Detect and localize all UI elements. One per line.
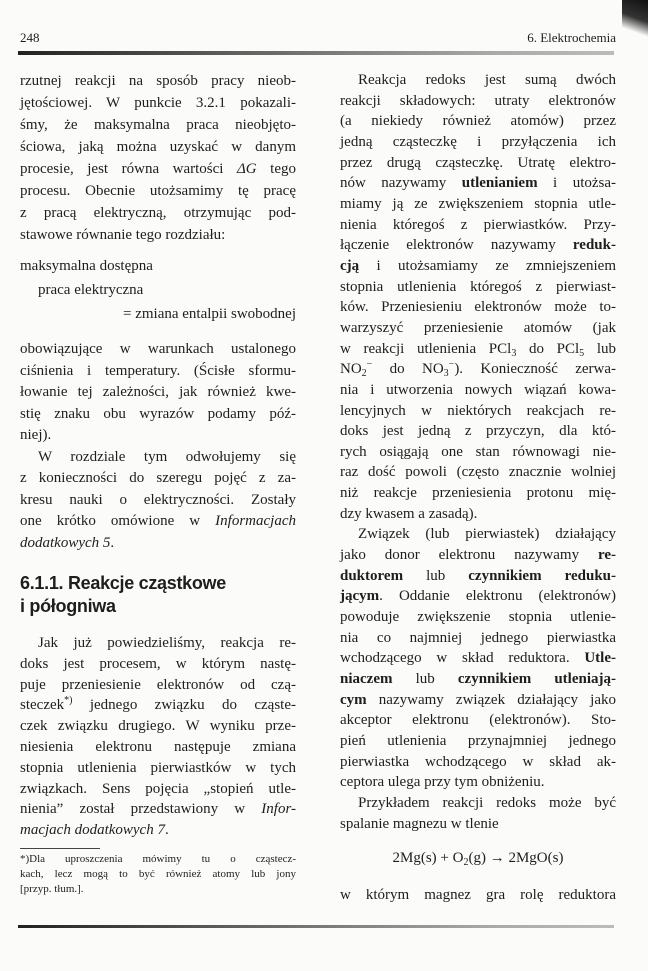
- text-line: [20, 533, 296, 555]
- text-run: puje przeniesienie elektronów od czą-: [20, 676, 296, 693]
- text-run: re-: [597, 547, 616, 564]
- text-run: . Oddanie elektronu (elektronów): [379, 588, 616, 605]
- text-line: [20, 70, 296, 92]
- text-run: nów nazywamy: [340, 175, 462, 192]
- text-line: [20, 511, 296, 533]
- text-line: [340, 731, 616, 752]
- right-column-text: [340, 70, 616, 834]
- text-run: *): [64, 695, 73, 707]
- text-run: raz dość powoli (często znacznie wolniej: [340, 464, 616, 481]
- text-run: stię znaku obu wyrazów podamy póź-: [20, 405, 296, 422]
- text-run: pierwiastka wchodzącego w skład ak-: [340, 753, 616, 770]
- text-run: 3: [443, 368, 449, 380]
- text-run: łączenie elektronów nazywamy: [340, 237, 573, 254]
- text-run: jętościowej. W punkcie 3.2.1 pokazali-: [20, 95, 296, 111]
- text-line: [20, 224, 296, 246]
- text-run: w którym magnez gra rolę reduktora: [340, 887, 616, 903]
- running-head: 6. Elektrochemia: [527, 30, 616, 45]
- text-run: nienia” został przedstawiony w: [20, 801, 262, 818]
- text-run: .: [164, 822, 169, 839]
- text-run: 3: [511, 347, 517, 359]
- text-line: [20, 92, 296, 114]
- text-run: −: [448, 359, 455, 371]
- text-run: macjach dodatkowych 7: [20, 822, 165, 839]
- text-line: [20, 136, 296, 158]
- text-line: [340, 524, 616, 545]
- text-line: [340, 421, 616, 442]
- text-run: dzy kwasem a zasadą).: [340, 505, 478, 522]
- text-line: [20, 695, 296, 716]
- text-run: utlenianiem: [461, 175, 538, 192]
- footer-rule: [18, 925, 614, 928]
- text-run: reakcji składowych: utraty elektronów: [340, 92, 616, 109]
- text-run: do NO: [372, 361, 444, 378]
- text-run: rzutnej reakcji na sposób pracy nieob-: [20, 73, 296, 89]
- text-line: [20, 675, 296, 696]
- text-run: z konieczności do szeregu pojęć z za-: [20, 470, 296, 486]
- text-line: [340, 215, 616, 236]
- text-run: w reakcji utlenienia PCl: [340, 340, 512, 357]
- text-run: do PCl: [516, 340, 580, 357]
- text-line: [20, 158, 296, 180]
- text-run: kresu nauki o elektryczności. Zostały: [20, 491, 296, 508]
- text-run: z pracą elektryczną, otrzymując pod-: [20, 205, 296, 221]
- text-line: [340, 607, 616, 628]
- text-line: [340, 401, 616, 422]
- word-equation: [20, 254, 296, 326]
- text-line: [340, 380, 616, 401]
- text-line: [20, 404, 296, 426]
- text-run: lencyjnych w niektórych reakcjach re-: [340, 402, 616, 419]
- text-line: [20, 633, 296, 654]
- text-run: jednego związku do cząste-: [72, 697, 296, 714]
- text-run: cym: [340, 691, 367, 708]
- text-line: [340, 359, 616, 380]
- text-run: doks jest jedną z przyczyn, dla któ-: [340, 423, 616, 440]
- text-run: cją: [340, 257, 360, 274]
- text-run: jedną cząsteczkę i przyłączenia ich: [340, 133, 616, 150]
- text-run: reduk-: [572, 237, 616, 254]
- text-line: [340, 173, 616, 194]
- text-run: 2: [361, 368, 367, 380]
- text-run: maksymalna dostępna: [20, 258, 153, 274]
- text-line: [20, 820, 296, 841]
- text-run: wchodzącego w skład reduktora.: [340, 650, 585, 667]
- text-line: [340, 814, 616, 835]
- paragraph-3: [20, 633, 296, 841]
- text-run: nia co najmniej jednego pierwiastka: [340, 629, 616, 646]
- text-run: (g) → 2MgO(s): [468, 850, 564, 866]
- text-line: [340, 256, 616, 277]
- text-line: [20, 779, 296, 800]
- text-run: 2: [463, 857, 469, 868]
- text-run: ceptora ulega przy tym obniżeniu.: [340, 774, 545, 791]
- text-run: doks jest procesem, w którym nastę-: [20, 655, 296, 672]
- text-line: [340, 277, 616, 298]
- scan-shadow: [622, 0, 648, 40]
- text-line: [340, 297, 616, 318]
- text-run: jącym: [340, 588, 380, 605]
- text-run: związkach. Sens pojęcia „stopień utle-: [20, 780, 296, 797]
- footnote-rule: [20, 848, 100, 849]
- text-run: i utożsa-: [537, 175, 617, 192]
- text-line: [340, 194, 616, 215]
- section-title: Reakcje cząstkowe: [67, 573, 226, 593]
- text-line: [340, 690, 616, 711]
- text-run: 2Mg(s) + O: [392, 850, 464, 866]
- text-line: [20, 425, 296, 447]
- text-run: powoduje zwiększenie stopnia utlenie-: [340, 609, 616, 626]
- text-run: lub: [584, 340, 617, 357]
- text-run: W rozdziale tym odwołujemy się: [38, 448, 296, 465]
- text-line: [340, 710, 616, 731]
- text-line: [340, 752, 616, 773]
- text-run: ΔG: [237, 161, 257, 177]
- paragraph-2: [20, 339, 296, 554]
- text-run: steczek: [20, 697, 65, 714]
- text-line: [340, 91, 616, 112]
- text-run: ściowa, jaką można uzyskać w danym: [20, 139, 296, 155]
- text-run: NO: [340, 361, 362, 378]
- text-line: [340, 586, 616, 607]
- footnote-line: *)Dla uproszczenia mówimy tu o cząstecz-: [20, 853, 296, 865]
- text-run: niesienia elektronu następuje zmiana: [20, 738, 296, 755]
- text-line: [340, 504, 616, 525]
- text-line: [340, 111, 616, 132]
- text-line: [20, 114, 296, 136]
- text-run: praca elektryczna: [38, 282, 144, 298]
- text-run: nazywamy związek działający jako: [366, 691, 616, 708]
- text-run: spalanie magnezu w tlenie: [340, 815, 499, 832]
- text-line: [340, 339, 616, 360]
- text-line: [340, 318, 616, 339]
- text-run: czek związku drugiego. W wyniku prze-: [20, 718, 296, 735]
- text-line: [340, 70, 616, 91]
- text-run: akceptor elektronu (elektronów). Sto-: [340, 712, 616, 729]
- text-run: ciśnienia i temperatury. (Ścisłe sformu-: [20, 362, 296, 379]
- text-run: i utożsamiamy ze zmniejszeniem: [359, 257, 616, 274]
- text-run: dodatkowych 5: [20, 534, 111, 551]
- text-run: nienia któregoś z pierwiastków. Przy-: [340, 216, 616, 233]
- text-line: [340, 545, 616, 566]
- text-line: [340, 793, 616, 814]
- header-rule: [18, 51, 614, 55]
- text-run: stopnia utlenienia pierwiastków w tych: [20, 759, 296, 776]
- text-run: procesu. Obecnie utożsamimy tę pracę: [20, 183, 296, 199]
- footnote-line: kach, lecz mogą to być również atomy lub jony: [20, 868, 296, 880]
- section-title-line2: i półogniwa: [20, 596, 116, 616]
- text-run: czynnikiem utleniają-: [457, 671, 616, 688]
- text-line: [20, 382, 296, 404]
- text-line: [340, 235, 616, 256]
- footnote: [20, 852, 296, 897]
- text-line: [340, 772, 616, 793]
- text-run: (a niekiedy również atomów) przez: [340, 113, 616, 130]
- text-run: jako donor elektronu nazywamy: [340, 547, 598, 564]
- text-run: nia i utworzenia nowych wiązań kowa-: [340, 381, 616, 398]
- text-run: czynnikiem reduku-: [468, 567, 616, 584]
- text-run: duktorem: [340, 567, 404, 584]
- text-line: [20, 361, 296, 383]
- text-run: .: [110, 534, 115, 551]
- text-line: [20, 202, 296, 224]
- text-run: ). Konieczność zerwa-: [454, 361, 617, 378]
- text-line: [20, 490, 296, 512]
- text-run: obowiązujące w warunkach ustalonego: [20, 341, 296, 357]
- text-line: [20, 278, 296, 302]
- text-run: miamy ją ze zwiększeniem stopnia utle-: [340, 195, 616, 212]
- section-number: 6.1.1.: [20, 573, 64, 593]
- text-run: przez drugą cząsteczkę. Utratę elektro-: [340, 154, 616, 171]
- right-column-tail: [340, 885, 616, 906]
- text-run: niej).: [20, 427, 52, 443]
- text-line: [20, 180, 296, 202]
- text-run: one krótko omówione w: [20, 513, 216, 529]
- text-run: lub: [403, 567, 469, 584]
- text-run: lub: [392, 671, 458, 688]
- footnote-line: [przyp. tłum.].: [20, 883, 84, 895]
- text-line: [340, 669, 616, 690]
- text-run: 5: [579, 347, 585, 359]
- text-line: [340, 628, 616, 649]
- text-line: [20, 716, 296, 737]
- page-number: 248: [20, 30, 40, 45]
- text-run: stawowe równanie tego rozdziału:: [20, 227, 226, 243]
- text-run: stopnia utlenienia któregoś z pierwiast-: [340, 278, 616, 295]
- text-run: niaczem: [340, 671, 393, 688]
- text-line: [20, 447, 296, 469]
- paragraph-intro: [20, 70, 296, 246]
- text-line: [340, 153, 616, 174]
- text-run: Przykładem reakcji redoks może być: [358, 794, 616, 811]
- text-line: [20, 737, 296, 758]
- text-run: Utle-: [584, 650, 616, 667]
- section-heading: [20, 572, 226, 618]
- text-line: [340, 462, 616, 483]
- text-line: [20, 654, 296, 675]
- text-run: Infor-: [261, 801, 296, 818]
- text-run: tego: [256, 161, 297, 177]
- text-line: [20, 799, 296, 820]
- text-run: Reakcja redoks jest sumą dwóch: [358, 72, 616, 88]
- text-run: pień utlenienia przynajmniej jednego: [340, 733, 616, 749]
- text-run: procesie, jest równa wartości: [20, 161, 237, 177]
- text-run: rych osiągają one stan równowagi nie-: [340, 443, 616, 460]
- text-line: [340, 566, 616, 587]
- text-line: [340, 442, 616, 463]
- text-line: [20, 339, 296, 361]
- text-run: −: [366, 359, 373, 371]
- text-run: łowanie tej zależności, jak również kwe-: [20, 384, 296, 400]
- text-line: [340, 132, 616, 153]
- text-run: Związek (lub pierwiastek) działający: [358, 526, 616, 543]
- text-run: warzyszyć przeniesienie atomów (jak: [340, 319, 616, 336]
- chemical-equation: [340, 848, 616, 868]
- text-run: niż reakcje przeniesienia protonu mię-: [340, 485, 616, 502]
- text-line: [20, 468, 296, 490]
- text-run: Jak już powiedzieliśmy, reakcja re-: [38, 635, 296, 651]
- text-run: śmy, że maksymalna praca nieobjęto-: [20, 117, 296, 133]
- text-line: [340, 885, 616, 906]
- text-line: [340, 483, 616, 504]
- text-run: = zmiana entalpii swobodnej: [123, 306, 296, 322]
- text-line: [20, 302, 296, 326]
- text-line: [20, 254, 296, 278]
- text-run: Informacjach: [215, 513, 296, 529]
- text-line: [340, 648, 616, 669]
- text-line: [20, 758, 296, 779]
- text-run: ków. Przeniesieniu elektronów może to-: [340, 299, 616, 316]
